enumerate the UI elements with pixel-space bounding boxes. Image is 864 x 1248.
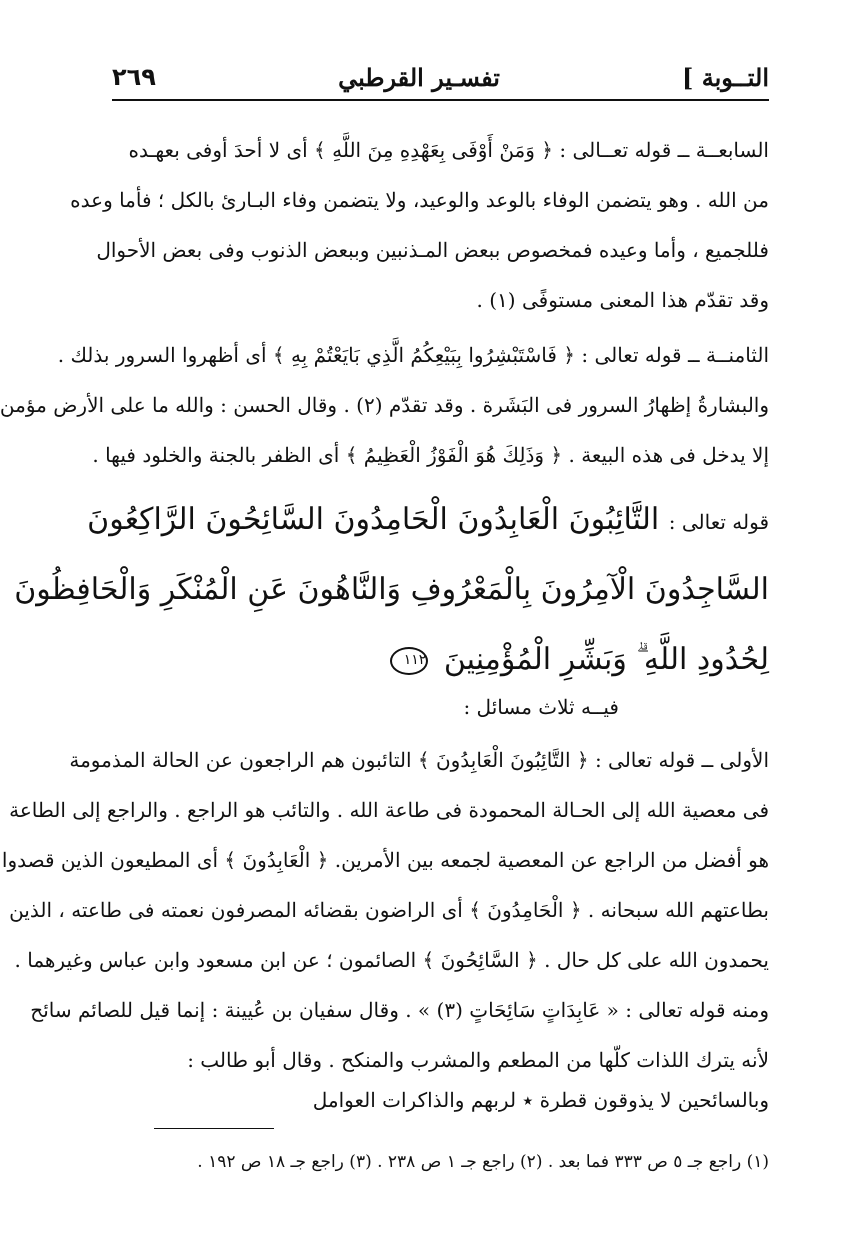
running-header <box>112 55 769 101</box>
text-line: هو أفضل من الراجع عن المعصية لجمعه بين الأمرين. ﴿ الْعَابِدُونَ ﴾ أى المطيعون الذين قصدوا <box>1 848 769 872</box>
poem-verse: وبالسائحين لا يذوقون قطرة ٭ لربهم والذاكرات العوامل <box>312 1088 769 1112</box>
text-line: الثامنــة ــ قوله تعالى : ﴿ فَاسْتَبْشِرُوا بِبَيْعِكُمُ الَّذِي بَايَعْتُمْ بِهِ ﴾ أى أظهروا السرور بذلك . <box>57 343 769 367</box>
text-line: والبشارةُ إظهارُ السرور فى البَشَرة . وقد تقدّم (٢) . وقال الحسن : والله ما على الأرض مؤمن <box>0 393 769 417</box>
text-line: وقد تقدّم هذا المعنى مستوفًى (١) . <box>476 288 769 312</box>
footnote-divider <box>154 1128 274 1129</box>
book-title: تفسـير القرطبي <box>338 62 500 92</box>
section-eighth <box>0 330 769 480</box>
verse-text: لِحُدُودِ اللَّهِ ۗ وَبَشِّرِ الْمُؤْمِنِينَ <box>443 642 769 677</box>
quran-verse <box>14 485 769 695</box>
text-line: يحمدون الله على كل حال . ﴿ السَّائِحُونَ ﴾ الصائمون ؛ عن ابن مسعود وابن عباس وغيرهما . <box>14 948 769 972</box>
verse-number-marker: ١١٢ <box>390 647 428 675</box>
issues-heading-block <box>112 682 769 732</box>
text-line: بطاعتهم الله سبحانه . ﴿ الْحَامِدُونَ ﴾ أى الراضون بقضائه المصرفون نعمته فى طاعته ، الذين <box>9 898 769 922</box>
text-line: فللجميع ، وأما وعيده فمخصوص ببعض المـذنبين وببعض الذنوب وفى بعض الأحوال <box>96 238 769 262</box>
verse-lead: قوله تعالى : <box>668 510 769 534</box>
verse-line: السَّاجِدُونَ الْآمِرُونَ بِالْمَعْرُوفِ وَالنَّاهُونَ عَنِ الْمُنْكَرِ وَالْحَافِظُونَ <box>14 572 769 607</box>
footnotes: (١) راجع جـ ٥ ص ٣٣٣ فما بعد . (٢) راجع جـ ١ ص ٢٣٨ . (٣) راجع جـ ١٨ ص ١٩٢ . <box>197 1152 769 1172</box>
text-line: فى معصية الله إلى الحـالة المحمودة فى طاعة الله . والتائب هو الراجع . والراجع إلى الطاعة <box>9 798 769 822</box>
page-number: ٢٦٩ <box>112 63 156 91</box>
issues-heading: فيــه ثلاث مسائل : <box>463 695 619 719</box>
verse-text: التَّائِبُونَ الْعَابِدُونَ الْحَامِدُونَ السَّائِحُونَ الرَّاكِعُونَ <box>87 502 660 537</box>
verse-line <box>87 485 769 555</box>
text-line: السابعــة ــ قوله تعــالى : ﴿ وَمَنْ أَوْفَى بِعَهْدِهِ مِنَ اللَّهِ ﴾ أى لا أحدَ أوفى بعهـده <box>128 138 769 162</box>
section-first <box>1 735 769 1085</box>
text-line: الأولى ــ قوله تعالى : ﴿ التَّائِبُونَ الْعَابِدُونَ ﴾ التائبون هم الراجعون عن الحالة المذمومة <box>69 748 769 772</box>
sura-name: التــوبة ] <box>682 62 769 92</box>
text-line: من الله . وهو يتضمن الوفاء بالوعد والوعيد، ولا يتضمن وفاء البـارئ بالكل ؛ فأما وعده <box>70 188 769 212</box>
text-line: إلا يدخل فى هذه البيعة . ﴿ وَذَلِكَ هُوَ الْفَوْزُ الْعَظِيمُ ﴾ أى الظفر بالجنة والخلود فيها . <box>92 443 769 467</box>
poem-block <box>112 1075 769 1125</box>
text-line: لأنه يترك اللذات كلّها من المطعم والمشرب والمنكح . وقال أبو طالب : <box>187 1048 769 1072</box>
section-seventh <box>70 125 769 325</box>
text-line: ومنه قوله تعالى : « عَابِدَاتٍ سَائِحَاتٍ (٣) » . وقال سفيان بن عُيينة : إنما قيل للصائم سائح <box>30 998 769 1022</box>
